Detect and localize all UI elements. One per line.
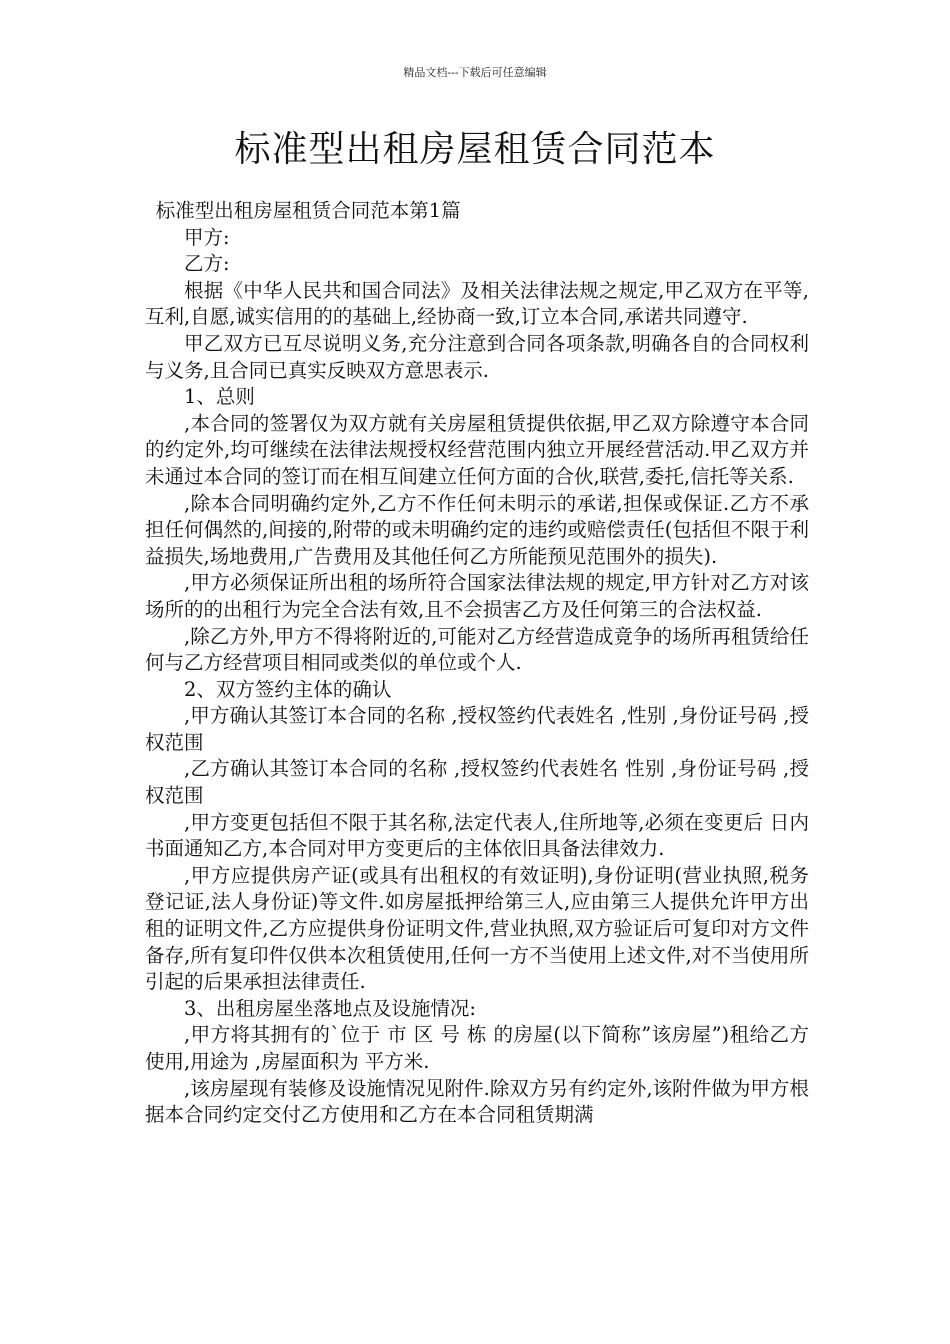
header-note: 精品文档---下载后可任意编辑: [403, 66, 547, 79]
document-body: [145, 198, 809, 1129]
document-subtitle: 标准型出租房屋租赁合同范本第1篇: [155, 199, 461, 222]
paragraph: 甲乙双方已互尽说明义务,充分注意到合同各项条款,明确各自的合同权利与义务,且合同已真实反映双方意思表示.: [145, 331, 809, 382]
party-a-line: 甲方:: [184, 225, 230, 249]
section-heading: 1、总则: [184, 385, 255, 409]
paragraph: 根据《中华人民共和国合同法》及相关法律法规之规定,甲乙双方在平等,互利,自愿,诚实信用的的基础上,经协商一致,订立本合同,承诺共同遵守.: [145, 278, 809, 329]
paragraph: ,除乙方外,甲方不得将附近的,可能对乙方经营造成竟争的场所再租赁给任何与乙方经营项目相同或类似的单位或个人.: [145, 624, 809, 675]
paragraph: ,甲方将其拥有的`位于 市 区 号 栋 的房屋(以下简称”该房屋”)租给乙方使用,用途为 ,房屋面积为 平方米.: [145, 1023, 809, 1073]
section-heading: 2、双方签约主体的确认: [184, 677, 392, 701]
paragraph: ,甲方必须保证所出租的场所符合国家法律法规的规定,甲方针对乙方对该场所的的出租行为完全合法有效,且不会损害乙方及任何第三的合法权益.: [145, 571, 809, 621]
paragraph: ,本合同的签署仅为双方就有关房屋租赁提供依据,甲乙双方除遵守本合同的约定外,均可继续在法律法规授权经营范围内独立开展经营活动.甲乙双方并未通过本合同的签订而在相互间建立任何方面的合伙,联营,委托,信托等关系.: [145, 411, 809, 488]
paragraph: ,甲方应提供房产证(或具有出租权的有效证明),身份证明(营业执照,税务登记证,法人身份证)等文件.如房屋抵押给第三人,应由第三人提供允许甲方出租的证明文件,乙方应提供身份证明文件,营业执照,双方验证后可复印对方文件备存,所有复印件仅供本次租赁使用,任何一方不当使用上述文件,对不当使用所引起的后果承担法律责任.: [145, 863, 809, 994]
document-title: 标准型出租房屋租赁合同范本: [234, 129, 716, 170]
paragraph: ,甲方确认其签订本合同的名称 ,授权签约代表姓名 ,性别 ,身份证号码 ,授权范围: [145, 704, 809, 754]
paragraph: ,除本合同明确约定外,乙方不作任何未明示的承诺,担保或保证.乙方不承担任何偶然的,间接的,附带的或未明确约定的违约或赔偿责任(包括但不限于利益损失,场地费用,广告费用及其他任何乙方所能预见范围外的损失).: [145, 491, 809, 568]
party-b-line: 乙方:: [184, 252, 230, 276]
section-heading: 3、出租房屋坐落地点及设施情况:: [184, 996, 476, 1020]
paragraph: ,甲方变更包括但不限于其名称,法定代表人,住所地等,必须在变更后 日内书面通知乙方,本合同对甲方变更后的主体依旧具备法律效力.: [145, 810, 809, 861]
paragraph: ,乙方确认其签订本合同的名称 ,授权签约代表姓名 性别 ,身份证号码 ,授权范围: [145, 757, 809, 808]
paragraph: ,该房屋现有装修及设施情况见附件.除双方另有约定外,该附件做为甲方根据本合同约定交付乙方使用和乙方在本合同租赁期满: [145, 1076, 809, 1127]
